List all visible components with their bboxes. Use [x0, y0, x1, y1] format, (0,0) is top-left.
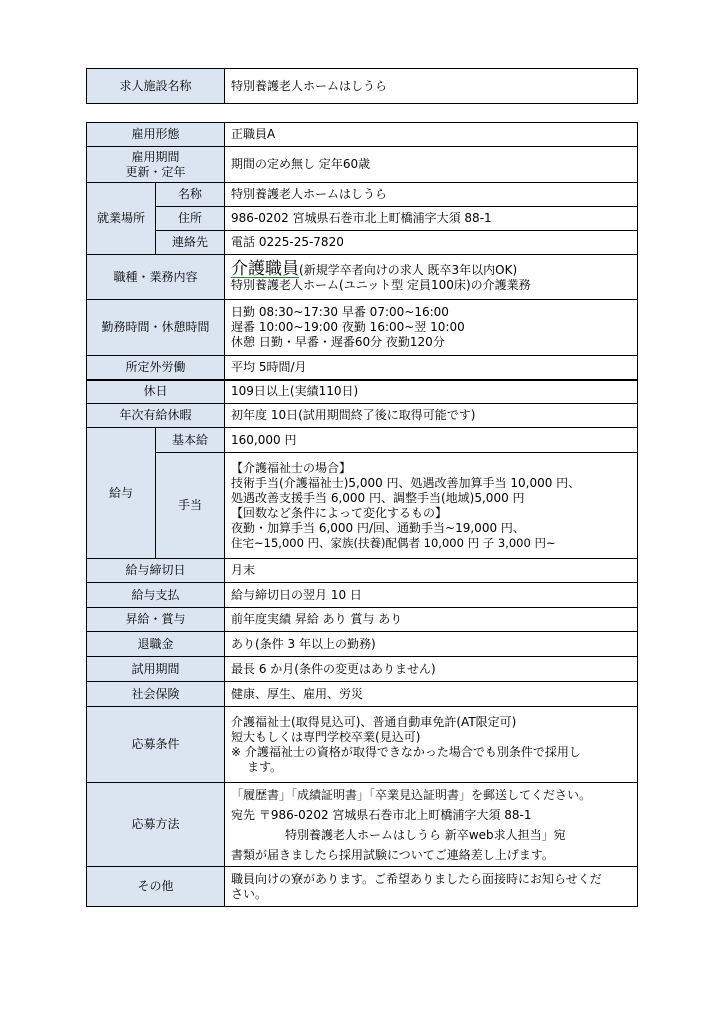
- other-row: [87, 867, 638, 907]
- workplace-name-label: 名称: [156, 183, 225, 207]
- salary-label: 給与: [87, 428, 156, 559]
- payday-value: 給与締切日の翌月 10 日: [225, 583, 638, 608]
- job-title: 介護職員: [231, 258, 300, 279]
- allowance-line-5: 夜勤・加算手当 6,000 円/回、通勤手当~19,000 円、: [231, 520, 525, 535]
- salary-allowance-value: [225, 453, 638, 559]
- retirement-row: [87, 632, 638, 657]
- overtime-row: [87, 356, 638, 380]
- allowance-line-4: 【回数など条件によって変化するもの】: [231, 505, 448, 520]
- employment-period-row: [87, 147, 638, 183]
- requirements-line-1: 介護福祉士(取得見込可)、普通自動車免許(AT限定可): [231, 714, 517, 729]
- workplace-address-value: 986-0202 宮城県石巻市北上町橋浦字大須 88-1: [225, 207, 638, 231]
- hours-line-2: 遅番 10:00~19:00 夜勤 16:00~翌 10:00: [231, 320, 465, 334]
- salary-allowance-row: [87, 453, 638, 559]
- requirements-line-3: ※ 介護福祉士の資格が取得できなかった場合でも別条件で採用し: [231, 744, 581, 759]
- salary-base-value: 160,000 円: [225, 428, 638, 453]
- employment-period-label: [87, 147, 225, 183]
- trial-value: 最長 6 か月(条件の変更はありません): [225, 657, 638, 682]
- requirements-line-2: 短大もしくは専門学校卒業(見込可): [231, 729, 421, 744]
- hours-row: [87, 300, 638, 356]
- cutoff-label: 給与締切日: [87, 559, 225, 583]
- overtime-value: 平均 5時間/月: [225, 356, 638, 380]
- job-title-note: (新規学卒者向けの求人 既卒3年以内OK): [299, 262, 518, 277]
- workplace-contact-row: [87, 231, 638, 255]
- requirements-label: 応募条件: [87, 707, 225, 783]
- facility-table: [86, 68, 638, 104]
- overtime-label: 所定外労働: [87, 356, 225, 380]
- payday-label: 給与支払: [87, 583, 225, 608]
- workplace-contact-label: 連絡先: [156, 231, 225, 255]
- retirement-label: 退職金: [87, 632, 225, 657]
- workplace-address-row: [87, 207, 638, 231]
- allowance-line-2: 技術手当(介護福祉士)5,000 円、処遇改善加算手当 10,000 円、: [231, 475, 581, 490]
- job-details-table: [86, 122, 638, 907]
- workplace-contact-value: 電話 0225-25-7820: [225, 231, 638, 255]
- workplace-name-row: [87, 183, 638, 207]
- workplace-address-label: 住所: [156, 207, 225, 231]
- raise-bonus-row: [87, 608, 638, 632]
- job-label: 職種・業務内容: [87, 255, 225, 300]
- cutoff-value: 月末: [225, 559, 638, 583]
- allowance-line-3: 処遇改善支援手当 6,000 円、調整手当(地域)5,000 円: [231, 490, 525, 505]
- raise-bonus-value: 前年度実績 昇給 あり 賞与 あり: [225, 608, 638, 632]
- job-row: [87, 255, 638, 300]
- raise-bonus-label: 昇給・賞与: [87, 608, 225, 632]
- retirement-value: あり(条件 3 年以上の勤務): [225, 632, 638, 657]
- hours-value: [225, 300, 638, 356]
- job-description: 特別養護老人ホーム(ユニット型 定員100床)の介護業務: [231, 277, 531, 292]
- trial-label: 試用期間: [87, 657, 225, 682]
- apply-row: [87, 783, 638, 867]
- employment-type-value: 正職員A: [225, 123, 638, 147]
- insurance-label: 社会保険: [87, 682, 225, 707]
- employment-type-row: [87, 123, 638, 147]
- apply-label: 応募方法: [87, 783, 225, 867]
- hours-line-3: 休憩 日勤・早番・遅番60分 夜勤120分: [231, 335, 445, 349]
- insurance-row: [87, 682, 638, 707]
- holidays-row: [87, 380, 638, 404]
- holidays-value: 109日以上(実績110日): [225, 380, 638, 404]
- hours-line-1: 日勤 08:30~17:30 早番 07:00~16:00: [231, 305, 449, 319]
- facility-row: [87, 69, 638, 104]
- apply-line-4: 書類が届きましたら採用試験についてご連絡差し上げます。: [231, 847, 554, 862]
- other-label: その他: [87, 867, 225, 907]
- other-line-2: さい。: [231, 886, 268, 901]
- paid-leave-label: 年次有給休暇: [87, 404, 225, 428]
- employment-type-label: 雇用形態: [87, 123, 225, 147]
- paid-leave-row: [87, 404, 638, 428]
- workplace-name-value: 特別養護老人ホームはしうら: [225, 183, 638, 207]
- facility-label: 求人施設名称: [87, 69, 225, 104]
- requirements-line-4: ます。: [247, 759, 283, 774]
- holidays-label: 休日: [87, 380, 225, 404]
- job-value: [225, 255, 638, 300]
- other-value: [225, 867, 638, 907]
- employment-period-label-1: 雇用期間: [131, 149, 180, 164]
- requirements-value: [225, 707, 638, 783]
- paid-leave-value: 初年度 10日(試用期間終了後に取得可能です): [225, 404, 638, 428]
- apply-line-1: 「履歴書」「成績証明書」「卒業見込証明書」を郵送してください。: [231, 787, 592, 802]
- allowance-line-6: 住宅~15,000 円、家族(扶養)配偶者 10,000 円 子 3,000 円~: [231, 535, 556, 550]
- salary-base-label: 基本給: [156, 428, 225, 453]
- allowance-line-1: 【介護福祉士の場合】: [231, 460, 352, 475]
- payday-row: [87, 583, 638, 608]
- apply-line-3: 特別養護老人ホームはしうら 新卒web求人担当」宛: [285, 827, 566, 842]
- workplace-label: 就業場所: [87, 183, 156, 255]
- cutoff-row: [87, 559, 638, 583]
- salary-base-row: [87, 428, 638, 453]
- requirements-row: [87, 707, 638, 783]
- hours-label: 勤務時間・休憩時間: [87, 300, 225, 356]
- apply-value: [225, 783, 638, 867]
- other-line-1: 職員向けの寮があります。ご希望ありましたら面接時にお知らせくだ: [231, 871, 602, 886]
- facility-value: 特別養護老人ホームはしうら: [225, 69, 638, 104]
- salary-allowance-label: 手当: [156, 453, 225, 559]
- employment-period-value: 期間の定め無し 定年60歳: [225, 147, 638, 183]
- apply-line-2: 宛先 〒986-0202 宮城県石巻市北上町橋浦字大須 88-1: [231, 807, 532, 822]
- employment-period-label-2: 更新・定年: [125, 164, 186, 179]
- insurance-value: 健康、厚生、雇用、労災: [225, 682, 638, 707]
- trial-row: [87, 657, 638, 682]
